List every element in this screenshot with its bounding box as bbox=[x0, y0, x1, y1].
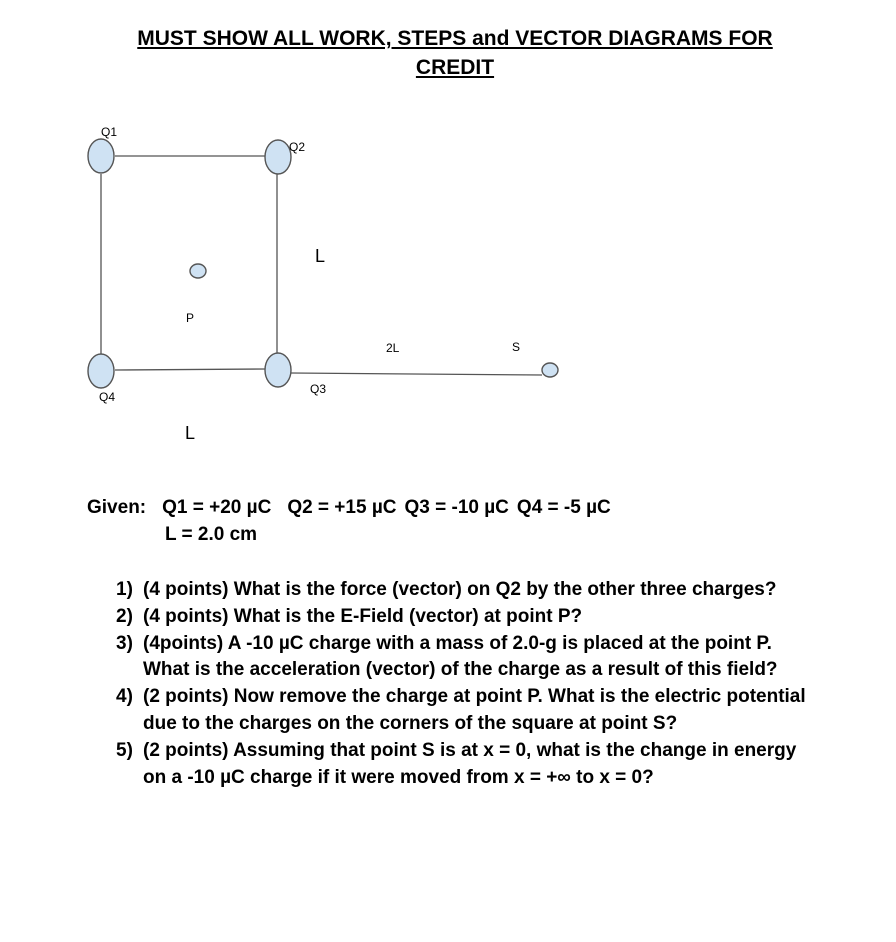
given-q1: Q1 = +20 µC bbox=[162, 497, 272, 518]
label-bottom-l: L bbox=[185, 423, 196, 443]
question-1 bbox=[116, 577, 816, 604]
given-q2: Q2 = +15 µC bbox=[287, 497, 397, 518]
question-text: (2 points) Now remove the charge at point P. What is the electric potential due to the charges on the corners of the square at point S? bbox=[143, 686, 806, 734]
charge-q3 bbox=[265, 353, 291, 387]
point-s-marker bbox=[542, 363, 558, 377]
question-4 bbox=[116, 684, 816, 738]
label-q4: Q4 bbox=[99, 390, 116, 404]
point-p-marker bbox=[190, 264, 206, 278]
charge-q1 bbox=[88, 139, 114, 173]
label-q2: Q2 bbox=[289, 140, 306, 154]
question-text: (2 points) Assuming that point S is at x = 0, what is the change in energy on a -10 µC charge if it were moved from x = +∞ to x = 0? bbox=[143, 739, 797, 788]
edge-q4-q3 bbox=[115, 369, 266, 370]
question-3 bbox=[116, 631, 816, 685]
label-s: S bbox=[512, 340, 521, 354]
given-q4: Q4 = -5 µC bbox=[516, 497, 611, 518]
question-5 bbox=[116, 738, 816, 792]
question-number: 5) bbox=[116, 739, 133, 761]
charge-q4 bbox=[88, 354, 114, 388]
question-text: (4 points) What is the E-Field (vector) at point P? bbox=[143, 605, 583, 627]
header-line-2: CREDIT bbox=[415, 56, 495, 79]
edge-q3-s bbox=[291, 373, 542, 375]
charge-q2 bbox=[265, 140, 291, 174]
header-line-1: MUST SHOW ALL WORK, STEPS and VECTOR DIAGRAMS FOR bbox=[137, 27, 773, 50]
given-charges-row bbox=[87, 494, 619, 521]
given-prefix: Given: bbox=[87, 497, 147, 518]
given-length: L = 2.0 cm bbox=[165, 524, 258, 545]
question-text: (4 points) What is the force (vector) on Q2 by the other three charges? bbox=[143, 579, 777, 600]
question-text: (4points) A -10 µC charge with a mass of 2.0-g is placed at the point P. What is the acceleration (vector) of the charge as a result of this field? bbox=[143, 632, 778, 681]
question-number: 1) bbox=[116, 579, 133, 600]
label-side-l: L bbox=[315, 246, 326, 266]
question-number: 3) bbox=[116, 632, 133, 654]
label-p: P bbox=[186, 311, 195, 325]
question-2 bbox=[116, 604, 816, 631]
label-q3: Q3 bbox=[310, 382, 327, 396]
given-q3: Q3 = -10 µC bbox=[404, 497, 509, 518]
given-values bbox=[87, 494, 619, 548]
question-number: 2) bbox=[116, 605, 133, 627]
question-list bbox=[116, 577, 816, 791]
question-number: 4) bbox=[116, 686, 133, 708]
label-q1: Q1 bbox=[101, 125, 118, 139]
label-2l: 2L bbox=[386, 341, 400, 355]
